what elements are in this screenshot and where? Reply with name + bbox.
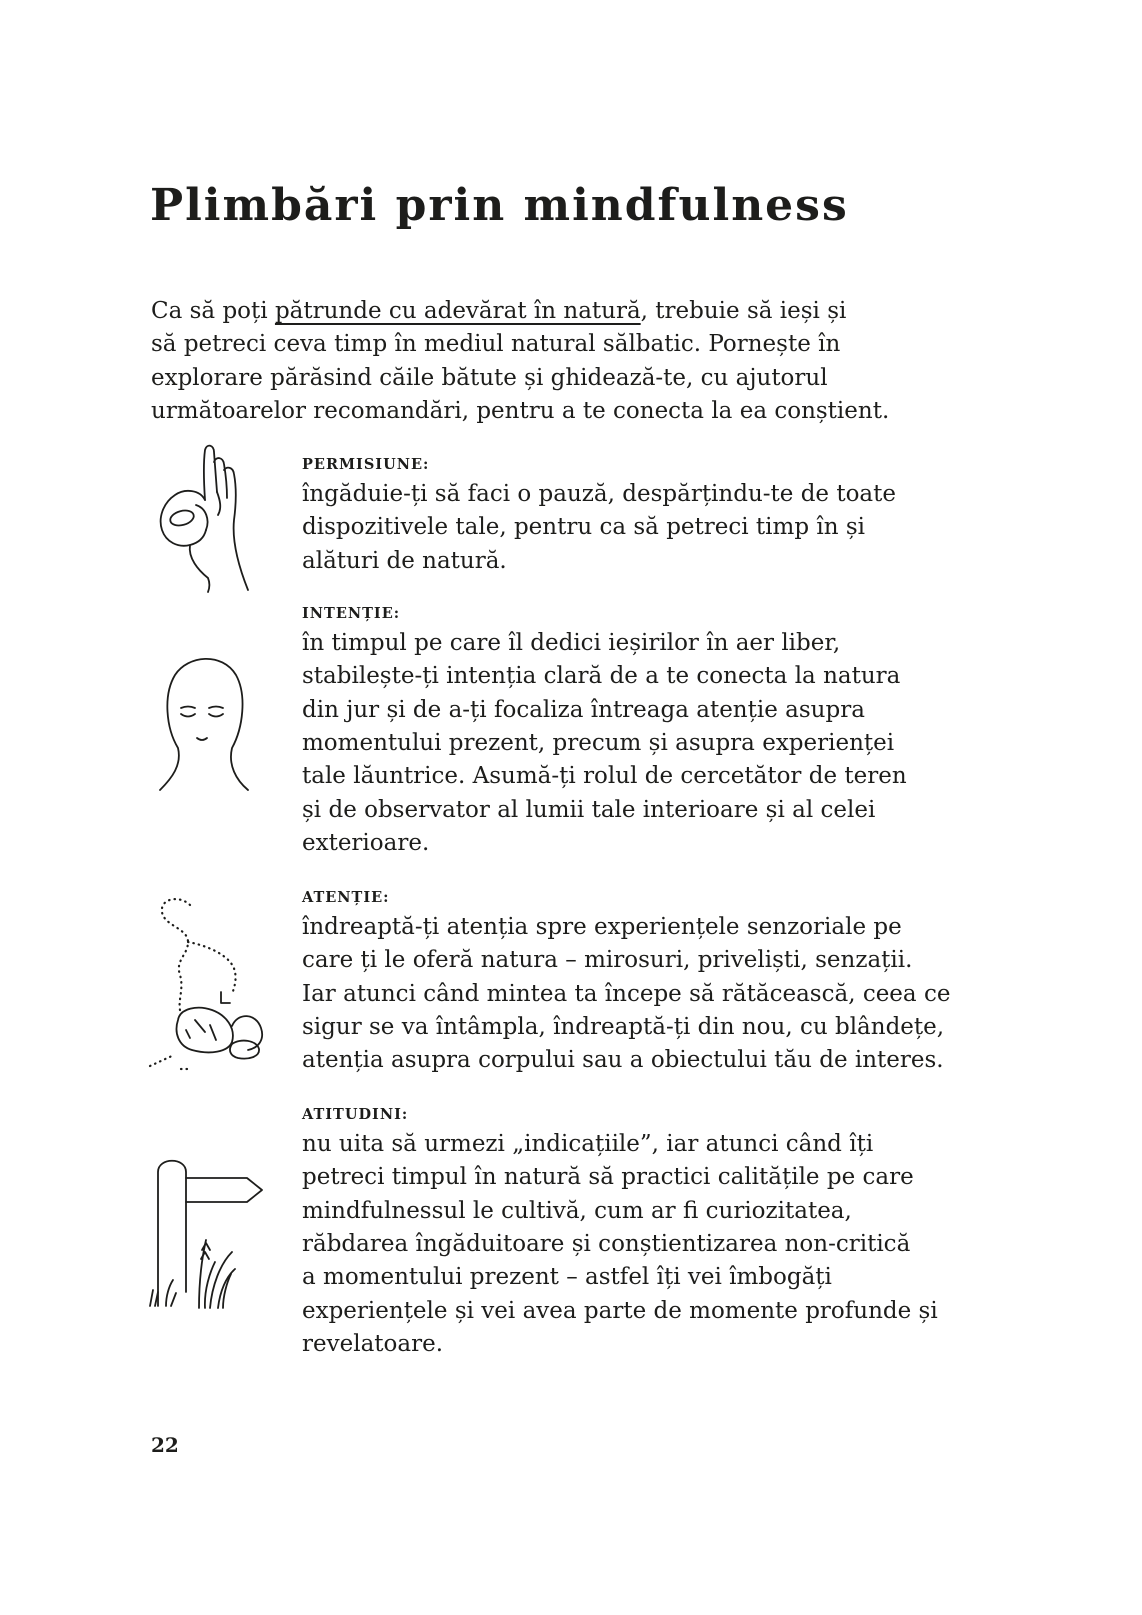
section-label: PERMISIUNE:: [302, 456, 430, 473]
section-text: [302, 478, 896, 578]
intro-line: [151, 295, 889, 328]
page-number: 22: [151, 1433, 179, 1457]
signpost-icon: [145, 1150, 270, 1315]
section-line: nu uita să urmezi „indicațiile”, iar atunci când îți: [302, 1131, 874, 1157]
page-title: Plimbări prin mindfulness: [150, 180, 849, 231]
section-text: [302, 1128, 938, 1361]
section-line: petreci timpul în natură să practici calitățile pe care: [302, 1164, 914, 1191]
section-line: din jur și de a-ți focaliza întreaga atenție asupra: [302, 696, 865, 723]
section-line: îngăduie-ți să faci o pauză, despărțindu-te de toate: [302, 481, 897, 507]
section-line: dispozitivele tale, pentru ca să petreci timp în și: [302, 514, 866, 541]
section-line: revelatoare.: [302, 1330, 443, 1357]
section-line: tale lăuntrice. Asumă-ți rolul de cercetător de teren: [302, 763, 907, 790]
section-line: momentului prezent, precum și asupra experienței: [302, 729, 895, 756]
intro-line-start: Ca să poți: [151, 298, 275, 324]
section-atentie: [302, 886, 950, 1078]
section-line: a momentului prezent – astfel îți vei îmbogăți: [302, 1264, 832, 1291]
section-label: INTENȚIE:: [302, 605, 401, 622]
intro-paragraph: [151, 295, 889, 428]
section-label: ATITUDINI:: [302, 1106, 409, 1123]
section-line: în timpul pe care îl dedici ieșirilor în aer liber,: [302, 630, 841, 656]
intro-line: să petreci ceva timp în mediul natural sălbatic. Pornește în: [151, 331, 841, 358]
ok-hand-icon: [150, 440, 260, 600]
section-line: îndreaptă-ți atenția spre experiențele senzoriale pe: [302, 914, 902, 940]
section-line: exterioare.: [302, 829, 430, 856]
section-text: [302, 627, 907, 860]
serene-face-icon: [150, 645, 260, 795]
section-line: stabilește-ți intenția clară de a te conecta la natura: [302, 663, 901, 690]
section-line: Iar atunci când mintea ta începe să rătăcească, ceea ce: [302, 980, 951, 1007]
section-line: care ți le oferă natura – mirosuri, priveliști, senzații.: [302, 947, 913, 974]
section-line: și de observator al lumii tale interioare și al celei: [302, 796, 876, 823]
section-line: răbdarea îngăduitoare și conștientizarea non-critică: [302, 1230, 911, 1257]
section-permisiune: [302, 453, 896, 578]
intro-line-end: , trebuie să ieși și: [640, 298, 847, 324]
section-text: [302, 911, 950, 1078]
section-line: atenția asupra corpului sau a obiectului tău de interes.: [302, 1047, 944, 1074]
section-intentie: [302, 602, 907, 860]
section-atitudini: [302, 1103, 938, 1361]
intro-line: explorare părăsind căile bătute și ghidează-te, cu ajutorul: [151, 364, 828, 391]
underlined-phrase: pătrunde cu adevărat în natură: [274, 298, 641, 324]
intro-line: următoarelor recomandări, pentru a te conecta la ea conștient.: [151, 397, 890, 424]
section-label: ATENȚIE:: [302, 889, 390, 906]
section-line: mindfulnessul le cultivă, cum ar fi curiozitatea,: [302, 1197, 852, 1224]
section-line: sigur se va întâmpla, îndreaptă-ți din nou, cu blândețe,: [302, 1013, 945, 1040]
dotted-path-rocks-icon: [145, 890, 270, 1075]
section-line: experiențele și vei avea parte de momente profunde și: [302, 1297, 938, 1324]
section-line: alături de natură.: [302, 547, 507, 574]
